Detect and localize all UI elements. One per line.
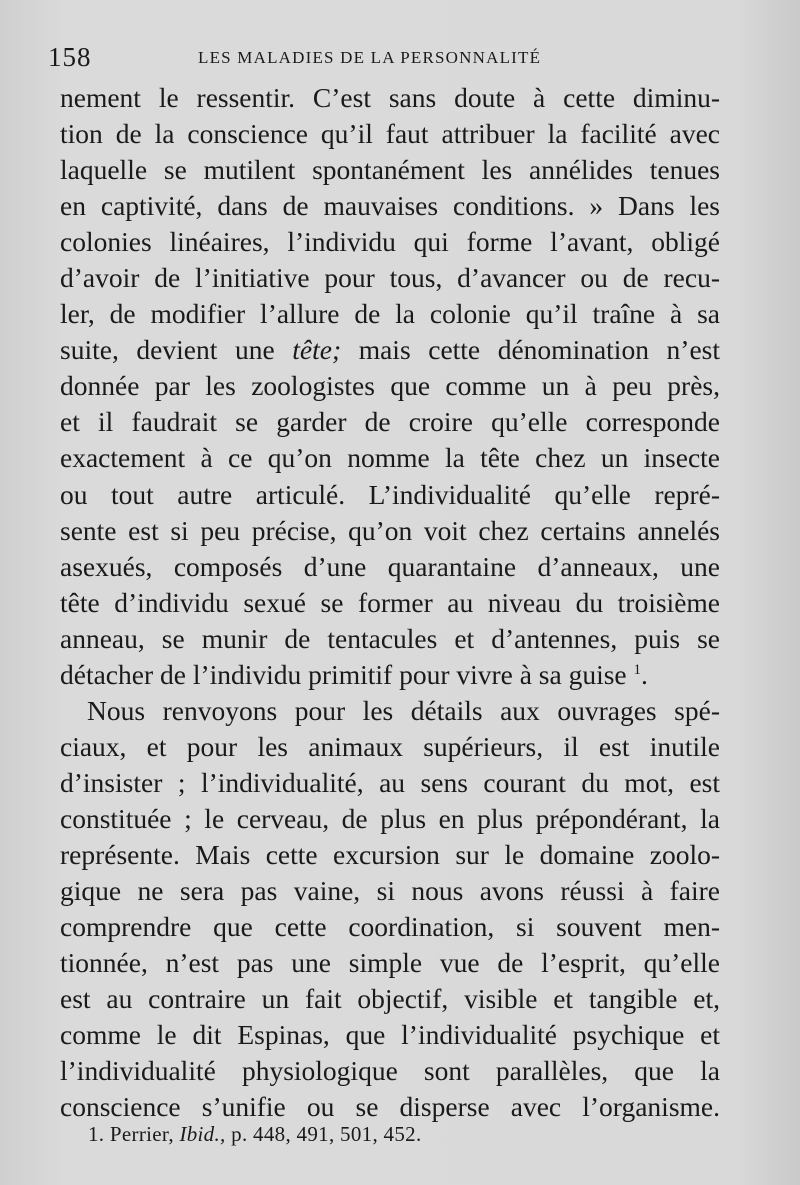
text-fragment: détacher de l’individu primitif pour vivre à sa guise xyxy=(60,658,634,690)
text-line: donnée par les zoologistes que comme un à peu près, xyxy=(60,370,720,402)
text-fragment: suite, devient une xyxy=(60,334,293,366)
footnote-ibid: Ibid., xyxy=(179,1122,226,1146)
running-head: LES MALADIES DE LA PERSONNALITÉ xyxy=(198,48,542,67)
text-line: tionnée, n’est pas une simple vue de l’esprit, qu’elle xyxy=(60,947,720,979)
text-line: représente. Mais cette excursion sur le domaine zoolo- xyxy=(60,838,720,870)
text-line: asexués, composés d’une quarantaine d’anneaux, une xyxy=(60,550,720,582)
text-fragment: . xyxy=(641,658,648,690)
text-line: anneau, se munir de tentacules et d’antennes, puis se xyxy=(60,622,720,654)
text-line: ler, de modifier l’allure de la colonie qu’il traîne à sa xyxy=(60,298,720,330)
text-line xyxy=(60,332,720,368)
text-line: d’avoir de l’initiative pour tous, d’avancer ou de recu- xyxy=(60,262,720,294)
text-line: colonies linéaires, l’individu qui forme l’avant, obligé xyxy=(60,226,720,258)
footnote-marker: 1. xyxy=(88,1122,105,1146)
text-line: constituée ; le cerveau, de plus en plus prépondérant, la xyxy=(60,802,720,834)
text-line: est au contraire un fait objectif, visible et tangible et, xyxy=(60,983,720,1015)
italic-word: tête; xyxy=(292,334,342,366)
text-line: Nous renvoyons pour les détails aux ouvrages spé- xyxy=(87,694,720,726)
body-text xyxy=(60,80,720,1125)
footnote-pages: p. 448, 491, 501, 452. xyxy=(231,1122,422,1146)
footnote-author: Perrier, xyxy=(109,1122,174,1146)
text-line: sente est si peu précise, qu’on voit chez certains annelés xyxy=(60,514,720,546)
text-line: tion de la conscience qu’il faut attribuer la facilité avec xyxy=(60,118,720,150)
text-line: et il faudrait se garder de croire qu’elle corresponde xyxy=(60,406,720,438)
text-line: tête d’individu sexué se former au niveau du troisième xyxy=(60,586,720,618)
text-line: ou tout autre articulé. L’individualité qu’elle repré- xyxy=(60,478,720,510)
text-line: conscience s’unifie ou se disperse avec l’organisme. xyxy=(60,1091,720,1123)
text-line: en captivité, dans de mauvaises conditions. » Dans les xyxy=(60,190,720,222)
text-fragment: mais cette dénomination n’est xyxy=(341,334,720,366)
text-line: laquelle se mutilent spontanément les annélides tenues xyxy=(60,154,720,186)
text-line: comme le dit Espinas, que l’individualité psychique et xyxy=(60,1019,720,1051)
text-line: d’insister ; l’individualité, au sens courant du mot, est xyxy=(60,766,720,798)
text-line xyxy=(60,657,720,693)
text-line: gique ne sera pas vaine, si nous avons réussi à faire xyxy=(60,875,720,907)
page-number: 158 xyxy=(48,42,92,72)
footnote-reference: 1 xyxy=(633,661,642,678)
text-line: exactement à ce qu’on nomme la tête chez un insecte xyxy=(60,442,720,474)
text-line: ciaux, et pour les animaux supérieurs, il est inutile xyxy=(60,730,720,762)
text-line: comprendre que cette coordination, si souvent men- xyxy=(60,911,720,943)
page-header xyxy=(48,42,738,72)
footnote xyxy=(88,1122,422,1147)
text-line: l’individualité physiologique sont parallèles, que la xyxy=(60,1055,720,1087)
text-line: nement le ressentir. C’est sans doute à cette diminu- xyxy=(60,82,720,113)
